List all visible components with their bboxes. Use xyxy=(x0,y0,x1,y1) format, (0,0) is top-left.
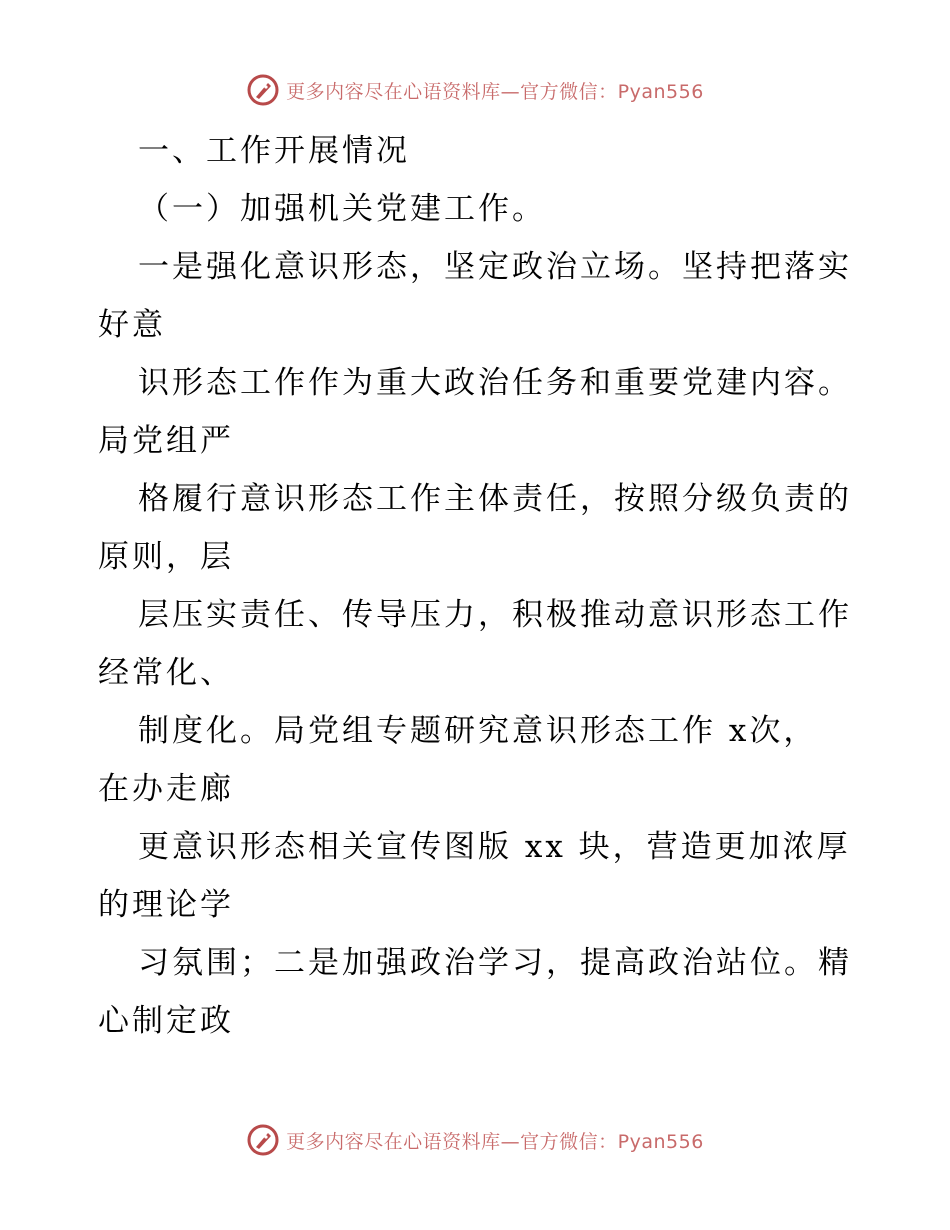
text-line: 更意识形态相关宣传图版 xx 块，营造更加浓厚 xyxy=(138,829,851,865)
text-line: 制度化。局党组专题研究意识形态工作 x次， xyxy=(138,713,818,749)
text-line: 一是强化意识形态，坚定政治立场。坚持把落实 xyxy=(138,249,852,285)
text-line: 经常化、 xyxy=(98,655,234,691)
text-line: 的理论学 xyxy=(98,887,234,923)
text-line: 层压实责任、传导压力，积极推动意识形态工作 xyxy=(138,597,852,633)
subsection-heading: （一）加强机关党建工作。 xyxy=(138,191,546,227)
pen-nib-circle-icon xyxy=(246,73,280,107)
text-line: 格履行意识形态工作主体责任，按照分级负责的 xyxy=(138,481,852,517)
footer-banner xyxy=(0,1120,950,1160)
text-line: 原则，层 xyxy=(98,539,234,575)
text-line: 心制定政 xyxy=(98,1003,234,1039)
text-line: 识形态工作作为重大政治任务和重要党建内容。 xyxy=(138,365,852,401)
section-heading: 一、工作开展情况 xyxy=(138,133,410,169)
header-banner xyxy=(0,70,950,110)
document-body xyxy=(98,122,858,1050)
text-line: 在办走廊 xyxy=(98,771,234,807)
banner-text: 更多内容尽在心语资料库—官方微信：Pyan556 xyxy=(286,80,704,103)
text-line: 好意 xyxy=(98,307,166,343)
banner-text: 更多内容尽在心语资料库—官方微信：Pyan556 xyxy=(286,1130,704,1153)
text-line: 局党组严 xyxy=(98,423,234,459)
pen-nib-circle-icon xyxy=(246,1123,280,1157)
text-line: 习氛围；二是加强政治学习，提高政治站位。精 xyxy=(138,945,852,981)
